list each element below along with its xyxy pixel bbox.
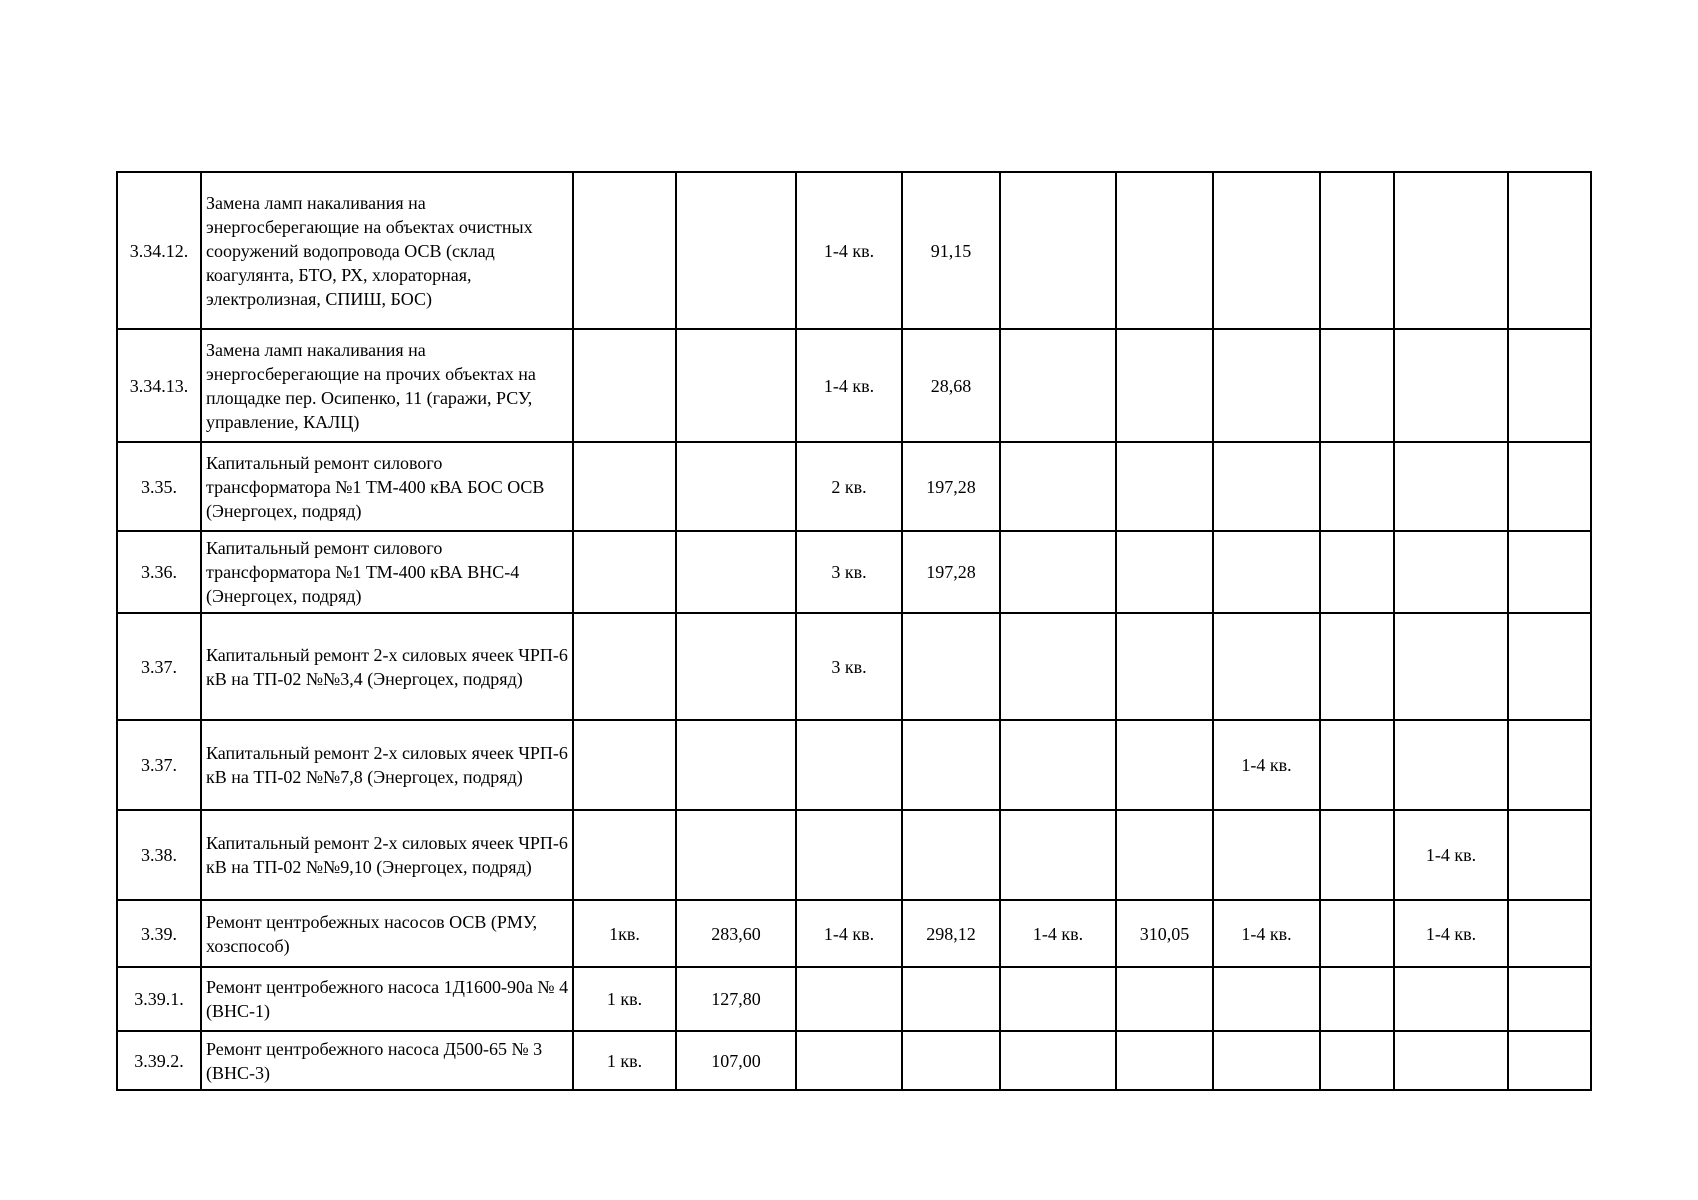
row-number: 3.39.	[117, 900, 201, 967]
row-description: Ремонт центробежного насоса 1Д1600-90а № 4 (ВНС-1)	[201, 967, 573, 1031]
table-cell	[902, 810, 1000, 900]
table-cell: 1-4 кв.	[1000, 900, 1116, 967]
table-cell	[1116, 720, 1213, 810]
table-cell	[1213, 329, 1320, 442]
work-plan-table	[116, 171, 1592, 1091]
table-cell	[676, 531, 796, 613]
table-row	[117, 442, 1591, 531]
row-number: 3.39.2.	[117, 1031, 201, 1090]
table-cell	[796, 1031, 902, 1090]
table-cell	[902, 967, 1000, 1031]
row-number: 3.37.	[117, 613, 201, 720]
table-cell	[1508, 967, 1591, 1031]
row-description: Ремонт центробежного насоса Д500-65 № 3 (ВНС-3)	[201, 1031, 573, 1090]
table-cell	[676, 810, 796, 900]
table-cell	[573, 720, 676, 810]
row-description: Капитальный ремонт силового трансформатора №1 ТМ-400 кВА БОС ОСВ (Энергоцех, подряд)	[201, 442, 573, 531]
table-cell	[1320, 1031, 1394, 1090]
table-cell	[796, 810, 902, 900]
table-cell: 1-4 кв.	[1213, 900, 1320, 967]
table-row	[117, 531, 1591, 613]
table-cell	[1508, 1031, 1591, 1090]
table-cell	[1320, 900, 1394, 967]
table-cell	[796, 720, 902, 810]
table-cell	[902, 1031, 1000, 1090]
table-cell	[573, 172, 676, 329]
table-cell: 127,80	[676, 967, 796, 1031]
table-cell	[1394, 442, 1508, 531]
table-row	[117, 900, 1591, 967]
table-cell	[902, 613, 1000, 720]
table-cell	[1213, 1031, 1320, 1090]
row-number: 3.38.	[117, 810, 201, 900]
table-cell	[1394, 720, 1508, 810]
table-cell: 3 кв.	[796, 613, 902, 720]
table-cell: 1-4 кв.	[1394, 810, 1508, 900]
table-cell: 310,05	[1116, 900, 1213, 967]
table-cell	[573, 613, 676, 720]
table-row	[117, 329, 1591, 442]
row-number: 3.36.	[117, 531, 201, 613]
row-description: Капитальный ремонт 2-х силовых ячеек ЧРП-6 кВ на ТП-02 №№3,4 (Энергоцех, подряд)	[201, 613, 573, 720]
table-cell	[573, 329, 676, 442]
table-cell	[676, 442, 796, 531]
row-number: 3.35.	[117, 442, 201, 531]
table-cell	[1000, 531, 1116, 613]
table-cell	[1508, 531, 1591, 613]
table-cell	[1000, 720, 1116, 810]
row-number: 3.34.13.	[117, 329, 201, 442]
table-cell	[1000, 613, 1116, 720]
table-cell	[1508, 810, 1591, 900]
table-cell: 1-4 кв.	[796, 329, 902, 442]
table-cell	[1000, 172, 1116, 329]
table-cell	[1213, 531, 1320, 613]
table-cell	[1508, 900, 1591, 967]
table-cell	[1116, 442, 1213, 531]
table-row	[117, 172, 1591, 329]
table-cell: 1-4 кв.	[1394, 900, 1508, 967]
table-cell: 1-4 кв.	[796, 172, 902, 329]
row-description: Капитальный ремонт 2-х силовых ячеек ЧРП-6 кВ на ТП-02 №№7,8 (Энергоцех, подряд)	[201, 720, 573, 810]
table-cell	[1000, 442, 1116, 531]
table-row	[117, 1031, 1591, 1090]
table-cell	[676, 720, 796, 810]
table-cell	[1320, 442, 1394, 531]
row-description: Замена ламп накаливания на энергосберегающие на объектах очистных сооружений водопровода ОСВ (склад коагулянта, БТО, РХ, хлораторная, электролизная, СПИШ, БОС)	[201, 172, 573, 329]
table-cell: 1-4 кв.	[796, 900, 902, 967]
table-cell	[1213, 172, 1320, 329]
row-number: 3.39.1.	[117, 967, 201, 1031]
table-cell	[1116, 531, 1213, 613]
table-cell	[1000, 967, 1116, 1031]
row-number: 3.37.	[117, 720, 201, 810]
table-cell	[1116, 1031, 1213, 1090]
table-cell	[1000, 810, 1116, 900]
table-cell	[676, 613, 796, 720]
table-cell	[1508, 720, 1591, 810]
row-description: Капитальный ремонт силового трансформатора №1 ТМ-400 кВА ВНС-4 (Энергоцех, подряд)	[201, 531, 573, 613]
table-cell	[1394, 531, 1508, 613]
table-cell	[1320, 810, 1394, 900]
table-body	[117, 172, 1591, 1090]
table-row	[117, 613, 1591, 720]
table-cell	[1213, 967, 1320, 1031]
table-cell	[573, 810, 676, 900]
table-cell	[1116, 810, 1213, 900]
table-cell: 1 кв.	[573, 1031, 676, 1090]
table-cell	[1320, 613, 1394, 720]
table-cell	[902, 720, 1000, 810]
table-cell	[1116, 967, 1213, 1031]
table-cell	[1320, 720, 1394, 810]
table-cell	[1320, 172, 1394, 329]
table-cell	[1116, 329, 1213, 442]
table-cell: 197,28	[902, 531, 1000, 613]
table-cell: 1 кв.	[573, 967, 676, 1031]
table-cell	[1116, 172, 1213, 329]
row-description: Замена ламп накаливания на энергосберегающие на прочих объектах на площадке пер. Осипенко, 11 (гаражи, РСУ, управление, КАЛЦ)	[201, 329, 573, 442]
table-cell	[1320, 531, 1394, 613]
table-cell: 1кв.	[573, 900, 676, 967]
table-cell: 3 кв.	[796, 531, 902, 613]
table-cell	[1394, 329, 1508, 442]
table-cell: 91,15	[902, 172, 1000, 329]
table-cell	[1508, 613, 1591, 720]
table-cell	[1000, 329, 1116, 442]
table-cell: 2 кв.	[796, 442, 902, 531]
table-cell	[573, 442, 676, 531]
table-cell	[1394, 613, 1508, 720]
table-cell: 28,68	[902, 329, 1000, 442]
table-cell	[1508, 442, 1591, 531]
table-cell	[1508, 172, 1591, 329]
table-cell	[1508, 329, 1591, 442]
table-cell: 197,28	[902, 442, 1000, 531]
table-cell	[1394, 967, 1508, 1031]
table-row	[117, 810, 1591, 900]
table-row	[117, 967, 1591, 1031]
table-row	[117, 720, 1591, 810]
table-cell	[796, 967, 902, 1031]
table-cell: 298,12	[902, 900, 1000, 967]
table-cell: 1-4 кв.	[1213, 720, 1320, 810]
table-cell: 283,60	[676, 900, 796, 967]
table-cell	[1116, 613, 1213, 720]
table-cell	[676, 329, 796, 442]
table-cell	[676, 172, 796, 329]
table-cell	[1213, 442, 1320, 531]
table-cell	[1320, 329, 1394, 442]
table-cell	[573, 531, 676, 613]
table-cell	[1320, 967, 1394, 1031]
row-number: 3.34.12.	[117, 172, 201, 329]
table-cell	[1394, 172, 1508, 329]
table-cell	[1213, 613, 1320, 720]
row-description: Ремонт центробежных насосов ОСВ (РМУ, хозспособ)	[201, 900, 573, 967]
row-description: Капитальный ремонт 2-х силовых ячеек ЧРП-6 кВ на ТП-02 №№9,10 (Энергоцех, подряд)	[201, 810, 573, 900]
table-cell: 107,00	[676, 1031, 796, 1090]
table-cell	[1394, 1031, 1508, 1090]
table-cell	[1213, 810, 1320, 900]
table-cell	[1000, 1031, 1116, 1090]
